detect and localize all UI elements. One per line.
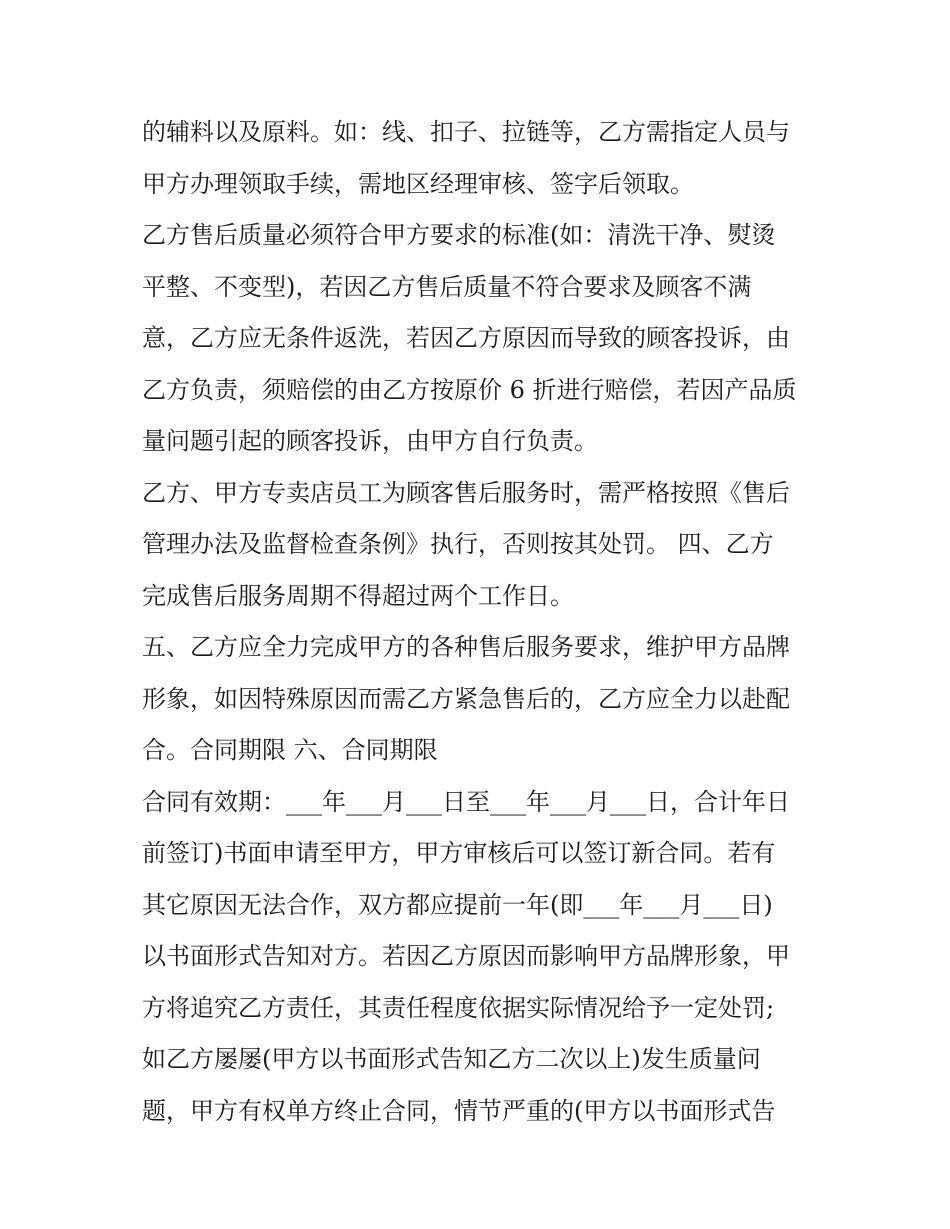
text-line: 乙方、甲方专卖店员工为顾客售后服务时，需严格按照《售后: [142, 478, 790, 507]
text-line: 完成售后服务周期不得超过两个工作日。: [142, 581, 574, 610]
text-line: 合同有效期：___年___月___日至___年___月___日，合计年日: [142, 787, 790, 816]
text-line: 前签订)书面申请至甲方，甲方审核后可以签订新合同。若有: [142, 839, 776, 867]
text-line: 题，甲方有权单方终止合同，情节严重的(甲方以书面形式告: [142, 1096, 776, 1125]
text-line: 其它原因无法合作，双方都应提前一年(即___年___月___日): [142, 890, 773, 919]
text-line: 的辅料以及原料。如：线、扣子、拉链等，乙方需指定人员与: [142, 118, 790, 146]
text-line: 方将追究乙方责任，其责任程度依据实际情况给予一定处罚;: [142, 993, 775, 1022]
text-line: 以书面形式告知对方。若因乙方原因而影响甲方品牌形象，甲: [142, 942, 790, 970]
text-line: 乙方售后质量必须符合甲方要求的标准(如：清洗干净、熨烫: [142, 221, 776, 249]
text-line: 乙方负责，须赔偿的由乙方按原价 6 折进行赔偿，若因产品质: [142, 375, 797, 404]
text-line: 五、乙方应全力完成甲方的各种售后服务要求，维护甲方品牌: [142, 633, 790, 661]
text-line: 平整、不变型)，若因乙方售后质量不符合要求及顾客不满: [142, 272, 752, 301]
text-line: 合。合同期限 六、合同期限: [142, 736, 438, 764]
text-line: 如乙方屡屡(甲方以书面形式告知乙方二次以上)发生质量问: [142, 1045, 761, 1073]
text-line: 管理办法及监督检查条例》执行，否则按其处罚。 四、乙方: [142, 530, 774, 558]
text-line: 意，乙方应无条件返洗，若因乙方原因而导致的顾客投诉，由: [142, 324, 790, 352]
text-line: 甲方办理领取手续，需地区经理审核、签字后领取。: [142, 169, 694, 198]
text-line: 量问题引起的顾客投诉，由甲方自行负责。: [142, 427, 598, 455]
contract-text-body: [142, 107, 822, 1137]
text-line: 形象，如因特殊原因而需乙方紧急售后的，乙方应全力以赴配: [142, 684, 790, 713]
